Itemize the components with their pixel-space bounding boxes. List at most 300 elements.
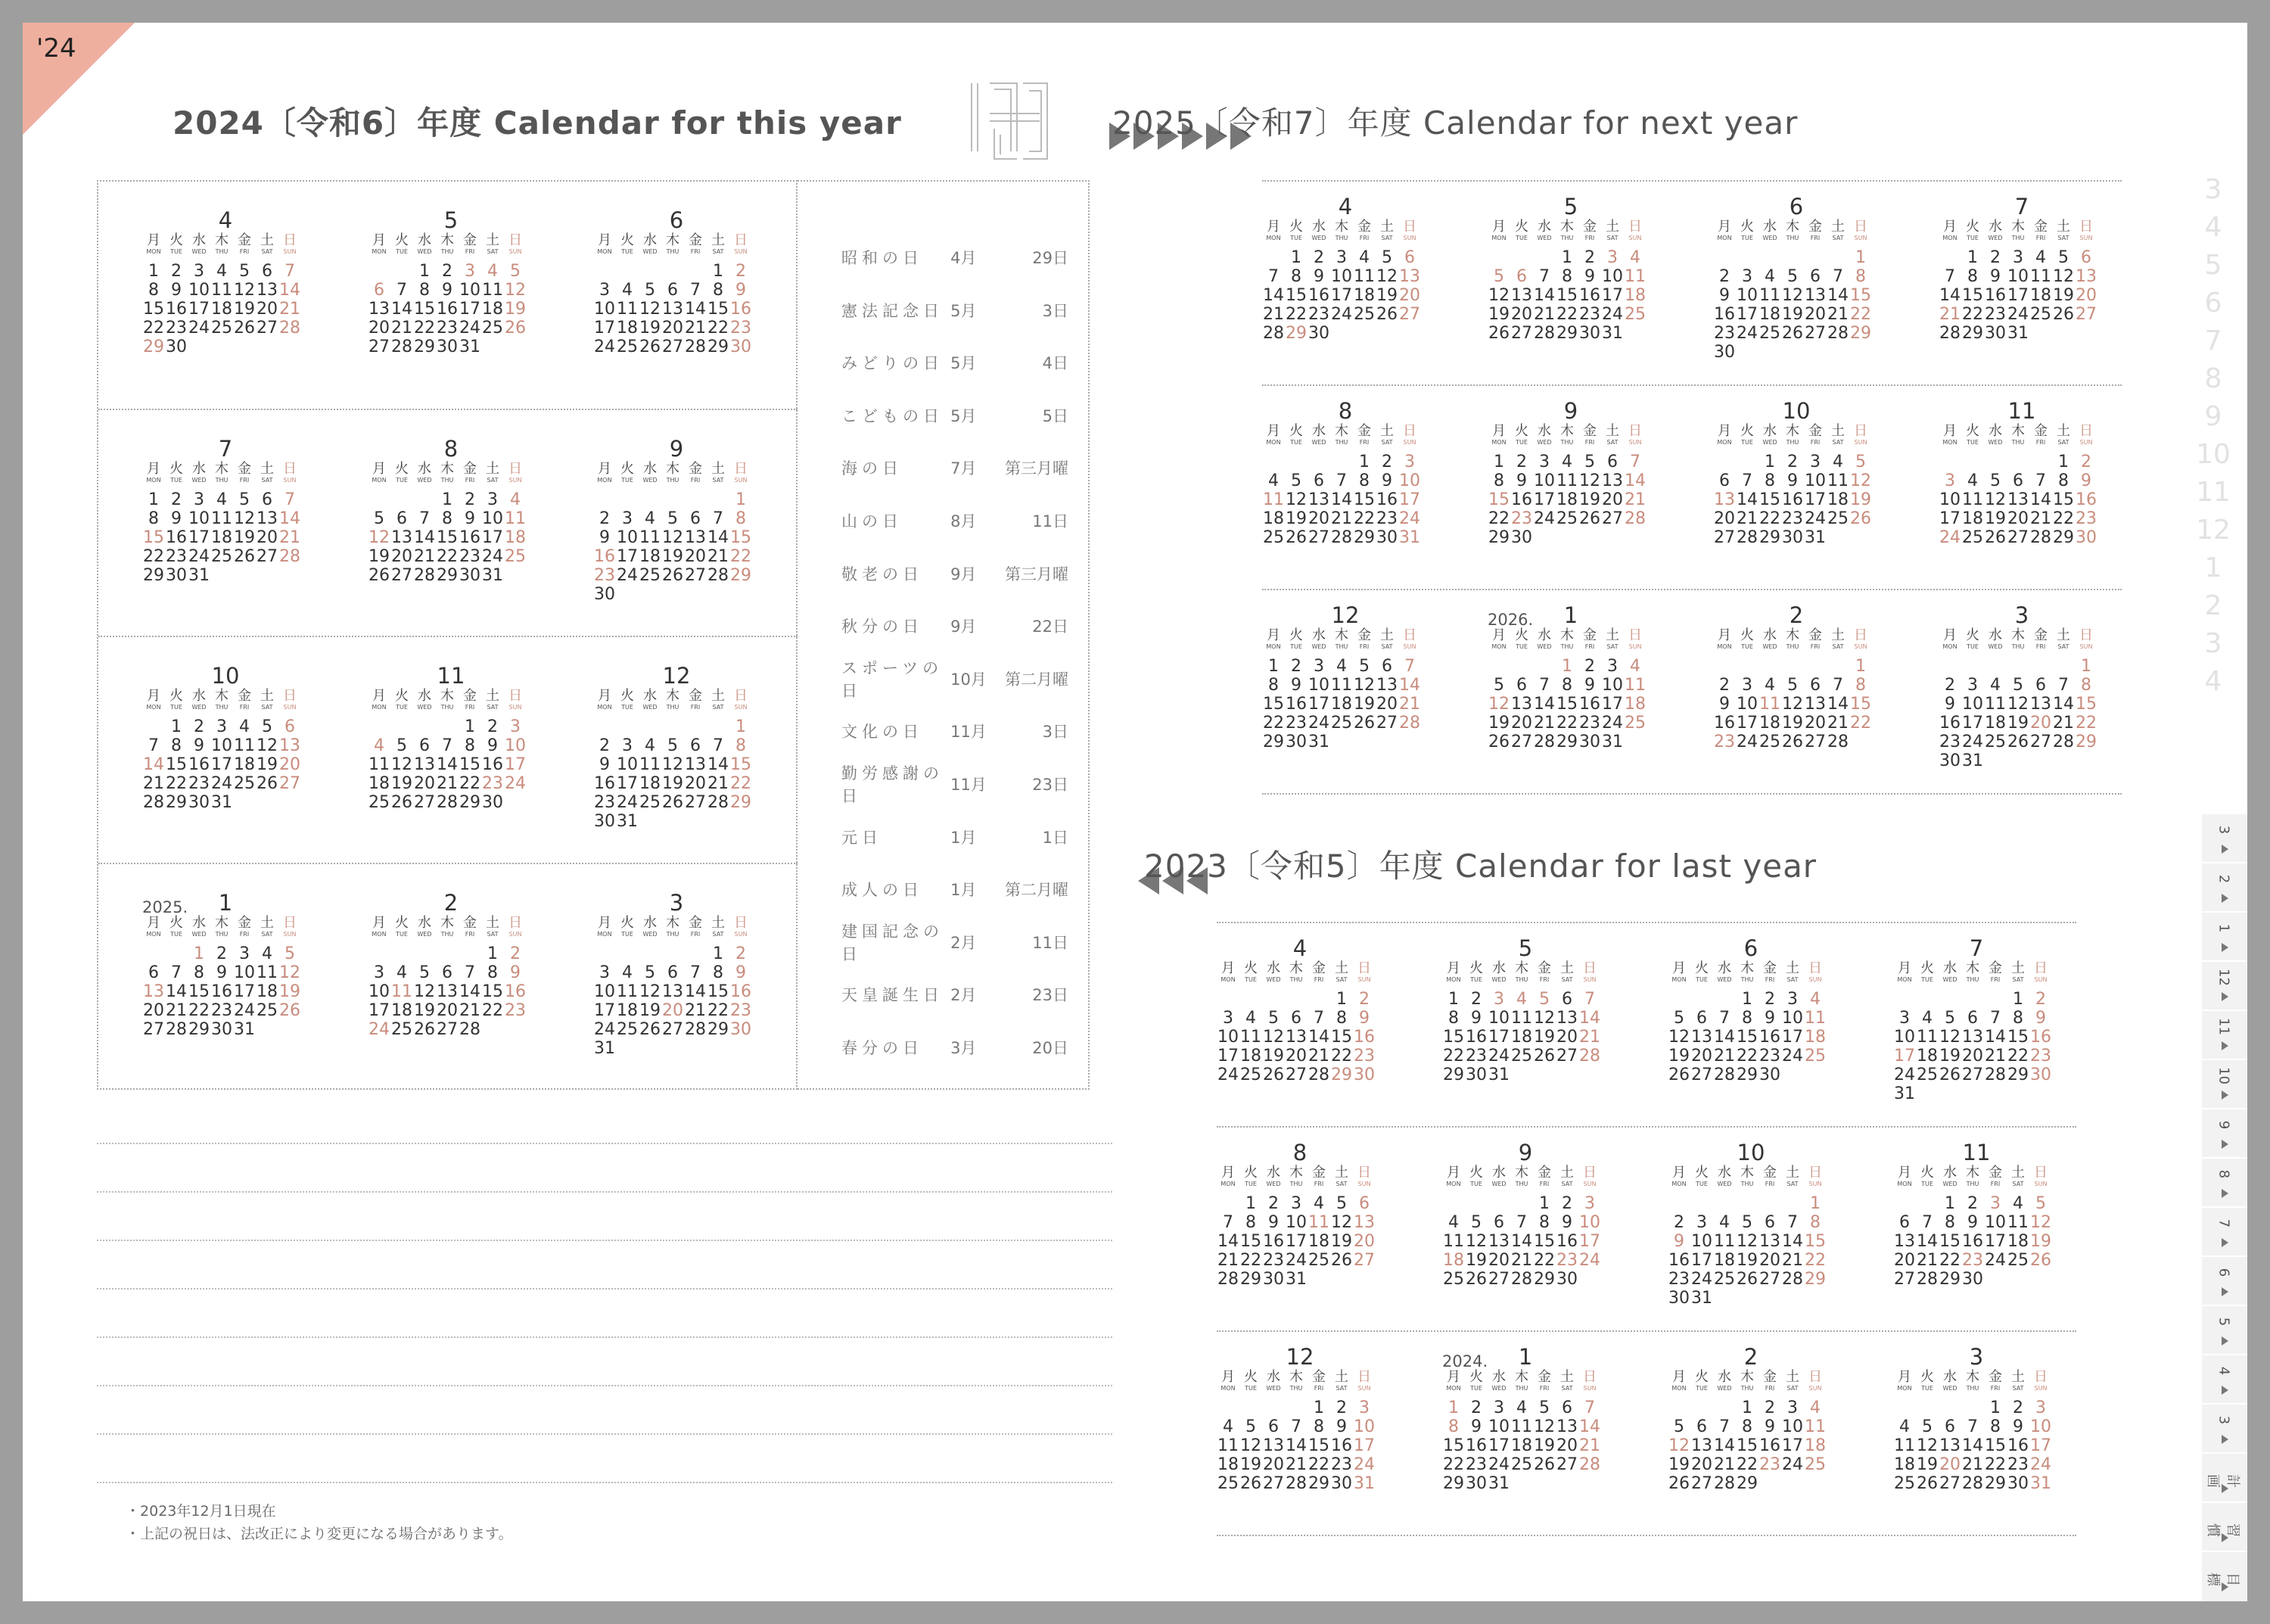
day-cell: 12 [1668, 1436, 1690, 1455]
day-cell: 3 [1945, 471, 1955, 490]
day-cell: 27 [685, 566, 706, 585]
day-cell: 18 [639, 547, 661, 566]
day-blank [1690, 990, 1713, 1009]
day-cell: 17 [1399, 490, 1420, 509]
weekday-sun: 日 SUN [1854, 423, 1867, 446]
weekday-header [1668, 1370, 1834, 1395]
weekday-sun: 日 SUN [508, 232, 522, 255]
side-tab[interactable] [2202, 1551, 2247, 1598]
day-cell: 19 [1668, 1455, 1690, 1474]
weekday-tue: 火 TUE [395, 461, 409, 484]
day-cell: 3 [1967, 676, 1978, 695]
day-cell: 5 [667, 736, 678, 755]
day-cell: 29 [1985, 1474, 2006, 1493]
weekday-sun: 日 SUN [734, 915, 748, 938]
day-cell: 7 [1945, 267, 1955, 286]
day-cell: 17 [1579, 1232, 1600, 1251]
weekday-fri: 金 FRI [1808, 423, 1822, 446]
day-cell: 9 [599, 528, 610, 547]
day-cell: 13 [2007, 490, 2029, 509]
holiday-month: 8月 [950, 512, 977, 530]
day-cell: 6 [667, 963, 678, 982]
weekday-sun: 日 SUN [1403, 423, 1416, 446]
weekday-wed: 水 WED [191, 232, 207, 255]
faded-month-2: 2 [2204, 590, 2222, 621]
month-number: 5 [443, 207, 459, 233]
side-tab[interactable] [2202, 1157, 2247, 1204]
chevron-right-icon [2222, 894, 2228, 903]
day-cell: 4 [1833, 453, 1843, 471]
day-cell: 16 [188, 755, 210, 774]
day-cell: 25 [639, 566, 661, 585]
day-cell: 8 [171, 736, 182, 755]
day-cell: 10 [505, 736, 526, 755]
day-cell: 11 [211, 281, 232, 300]
weekday-thu: 木 THU [1966, 1369, 1979, 1392]
day-cell: 8 [1765, 471, 1775, 490]
day-cell: 4 [1810, 990, 1821, 1009]
side-tab[interactable] [2202, 1255, 2247, 1302]
note-line [97, 1143, 1112, 1144]
day-cell: 13 [1308, 490, 1329, 509]
side-tab[interactable] [2202, 1206, 2247, 1253]
day-cell: 25 [2030, 305, 2051, 324]
day-cell: 20 [685, 547, 706, 566]
day-cell: 19 [1354, 695, 1375, 714]
day-cell: 5 [2035, 1194, 2046, 1213]
day-cell: 2 [1471, 990, 1482, 1009]
day-cell: 24 [234, 1001, 255, 1020]
day-cell: 14 [1714, 1436, 1735, 1455]
day-cell: 16 [594, 774, 615, 793]
day-cell: 8 [713, 281, 723, 300]
day-cell: 1 [487, 944, 498, 963]
holiday-row [841, 922, 1068, 963]
day-cell: 3 [1810, 453, 1821, 471]
day-blank [1690, 1398, 1713, 1417]
weekday-mon: 月 MON [1446, 960, 1461, 983]
day-grid [1668, 990, 1834, 1084]
day-cell: 27 [1962, 1066, 1983, 1084]
day-blank [142, 944, 165, 963]
day-cell: 22 [1354, 509, 1375, 528]
day-cell: 28 [1917, 1270, 1938, 1289]
weekday-fri: 金 FRI [1763, 1165, 1777, 1187]
day-cell: 11 [505, 509, 526, 528]
day-cell: 15 [437, 528, 458, 547]
day-cell: 4 [1765, 676, 1775, 695]
side-tab-label: 12 [2216, 969, 2232, 986]
holiday-day: 第二月曜 [1005, 881, 1068, 900]
day-cell: 24 [1308, 714, 1329, 733]
weekday-tue: 火 TUE [169, 688, 183, 711]
day-cell: 24 [505, 774, 526, 793]
day-cell: 11 [1217, 1436, 1239, 1455]
holiday-row [841, 716, 1068, 746]
weekday-thu: 木 THU [1335, 423, 1348, 446]
weekday-fri: 金 FRI [2034, 627, 2048, 650]
day-cell: 26 [1240, 1474, 1261, 1493]
day-cell: 7 [1922, 1213, 1933, 1232]
side-tab[interactable] [2202, 1354, 2247, 1401]
faded-month-9: 9 [2204, 401, 2222, 432]
day-cell: 15 [1443, 1436, 1464, 1455]
day-cell: 1 [1562, 657, 1572, 676]
day-cell: 23 [594, 566, 615, 585]
day-cell: 31 [617, 812, 638, 831]
day-cell: 22 [188, 1001, 210, 1020]
day-cell: 13 [662, 982, 683, 1001]
day-cell: 3 [2035, 1398, 2046, 1417]
month-number: 9 [1563, 398, 1578, 424]
day-cell: 11 [1985, 695, 2006, 714]
day-cell: 2 [2081, 453, 2091, 471]
side-tab[interactable] [2202, 1305, 2247, 1352]
weekday-wed: 水 WED [642, 461, 658, 484]
side-tab[interactable] [2202, 1501, 2247, 1548]
day-cell: 24 [1962, 733, 1983, 751]
day-cell: 20 [437, 1001, 458, 1020]
month-title [1668, 935, 1834, 961]
day-blank [390, 262, 413, 281]
weekday-sat: 土 SAT [1380, 219, 1394, 241]
day-cell: 22 [2053, 509, 2074, 528]
day-cell: 22 [1556, 714, 1578, 733]
day-cell: 20 [1556, 1028, 1578, 1047]
day-grid [1893, 990, 2060, 1103]
day-blank [593, 717, 616, 736]
day-cell: 27 [1286, 1066, 1307, 1084]
faded-month-4: 4 [2204, 666, 2222, 697]
day-cell: 11 [391, 982, 412, 1001]
weekday-sat: 土 SAT [260, 232, 274, 255]
day-cell: 18 [1354, 286, 1375, 305]
day-cell: 29 [707, 338, 729, 356]
day-cell: 29 [1850, 324, 1871, 343]
side-tab[interactable] [2202, 862, 2247, 909]
weekday-wed: 水 WED [1266, 1165, 1281, 1187]
day-cell: 17 [1737, 305, 1758, 324]
month-number: 3 [669, 890, 684, 916]
day-cell: 14 [707, 528, 729, 547]
weekday-sat: 土 SAT [711, 688, 725, 711]
side-tab-label: 11 [2216, 1018, 2232, 1035]
day-cell: 23 [1376, 509, 1398, 528]
day-cell: 30 [1714, 343, 1735, 362]
side-tab-label: 9 [2216, 1120, 2232, 1130]
day-cell: 27 [2007, 528, 2029, 547]
day-cell: 17 [459, 300, 480, 319]
side-tab[interactable] [2202, 1403, 2247, 1450]
day-cell: 8 [1314, 1417, 1324, 1436]
day-blank [1713, 453, 1736, 471]
weekday-sat: 土 SAT [260, 688, 274, 711]
side-tab[interactable] [2202, 1452, 2247, 1499]
weekday-wed: 水 WED [642, 232, 658, 255]
weekday-thu: 木 THU [215, 461, 229, 484]
holiday-day: 第三月曜 [1005, 459, 1068, 478]
day-cell: 5 [1268, 1009, 1279, 1028]
weekday-wed: 水 WED [1717, 960, 1732, 983]
day-cell: 3 [1584, 1194, 1595, 1213]
month-number: 1 [1563, 602, 1578, 628]
day-cell: 6 [1719, 471, 1730, 490]
month-title [368, 436, 534, 462]
day-cell: 31 [234, 1020, 255, 1039]
weekday-mon: 月 MON [1491, 423, 1507, 446]
day-cell: 21 [1782, 1251, 1803, 1270]
day-cell: 3 [239, 944, 250, 963]
day-cell: 25 [1354, 305, 1375, 324]
weekday-sat: 土 SAT [1560, 960, 1574, 983]
day-cell: 23 [1263, 1251, 1284, 1270]
day-cell: 17 [188, 300, 210, 319]
day-cell: 5 [2058, 248, 2069, 267]
day-cell: 3 [1539, 453, 1550, 471]
weekday-header [1893, 1165, 2060, 1191]
day-cell: 4 [1268, 471, 1279, 490]
day-cell: 18 [1985, 714, 2006, 733]
day-cell: 19 [2053, 286, 2074, 305]
weekday-thu: 木 THU [1289, 1165, 1303, 1187]
day-cell: 10 [1962, 695, 1983, 714]
day-cell: 20 [1376, 695, 1398, 714]
day-cell: 24 [1894, 1066, 1915, 1084]
day-cell: 31 [1691, 1289, 1712, 1308]
day-cell: 21 [1286, 1455, 1307, 1474]
day-blank [413, 944, 436, 963]
weekday-header [142, 689, 309, 714]
day-cell: 12 [1850, 471, 1871, 490]
day-cell: 30 [211, 1020, 232, 1039]
day-cell: 18 [1805, 1028, 1826, 1047]
day-cell: 3 [1787, 1398, 1798, 1417]
day-cell: 23 [2007, 1455, 2029, 1474]
holiday-day: 第三月曜 [1005, 565, 1068, 583]
day-grid [1668, 1194, 1834, 1308]
day-cell: 19 [639, 1001, 661, 1020]
day-cell: 25 [617, 338, 638, 356]
weekday-thu: 木 THU [1515, 1369, 1528, 1392]
day-grid [1488, 657, 1654, 751]
day-cell: 23 [1354, 1047, 1375, 1066]
day-blank [1488, 657, 1510, 676]
side-tab[interactable] [2202, 1010, 2247, 1056]
day-cell: 11 [1962, 490, 1983, 509]
day-cell: 23 [1286, 714, 1307, 733]
day-cell: 24 [1985, 1251, 2006, 1270]
month-title [1713, 398, 1880, 424]
day-cell: 26 [1782, 324, 1803, 343]
day-cell: 7 [465, 963, 475, 982]
side-tab[interactable] [2202, 1059, 2247, 1106]
day-grid [593, 490, 760, 604]
weekday-header [1488, 219, 1654, 245]
day-cell: 18 [505, 528, 526, 547]
day-cell: 5 [1787, 267, 1798, 286]
day-cell: 9 [1268, 1213, 1279, 1232]
day-cell: 27 [2030, 733, 2051, 751]
day-cell: 2 [735, 262, 746, 281]
day-cell: 18 [257, 982, 278, 1001]
weekday-wed: 水 WED [417, 915, 432, 938]
quarter-row [98, 182, 798, 409]
day-cell: 5 [1494, 676, 1504, 695]
side-tab[interactable] [2202, 911, 2247, 958]
weekday-thu: 木 THU [440, 461, 454, 484]
day-cell: 22 [707, 319, 729, 338]
day-cell: 16 [2007, 1436, 2029, 1455]
weekday-header [1217, 1370, 1383, 1395]
day-cell: 27 [1759, 1270, 1780, 1289]
day-cell: 19 [1668, 1047, 1690, 1066]
day-cell: 19 [505, 300, 526, 319]
holiday-row [841, 822, 1068, 852]
day-cell: 14 [1827, 695, 1849, 714]
weekday-fri: 金 FRI [1989, 1369, 2002, 1392]
day-blank [661, 717, 684, 736]
month-title [1893, 1344, 2060, 1370]
day-cell: 7 [2058, 676, 2069, 695]
holiday-day: 5日 [1042, 406, 1068, 425]
day-cell: 14 [2030, 490, 2051, 509]
day-cell: 23 [1714, 733, 1735, 751]
day-cell: 26 [1737, 1270, 1758, 1289]
day-cell: 12 [1263, 1028, 1284, 1047]
day-grid [1442, 1398, 1609, 1493]
day-cell: 30 [166, 566, 187, 585]
weekday-tue: 火 TUE [1469, 1369, 1483, 1392]
weekday-thu: 木 THU [1289, 1369, 1303, 1392]
day-cell: 31 [459, 338, 480, 356]
day-cell: 11 [1894, 1436, 1915, 1455]
note-line [97, 1288, 1112, 1290]
weekday-header [1262, 628, 1429, 654]
day-blank [1758, 657, 1781, 676]
day-cell: 4 [262, 944, 272, 963]
day-cell: 22 [1939, 1251, 1961, 1270]
weekday-wed: 水 WED [1491, 1369, 1507, 1392]
day-cell: 5 [645, 281, 655, 300]
day-cell: 11 [1354, 267, 1375, 286]
day-cell: 9 [1674, 1232, 1684, 1251]
day-cell: 28 [1511, 1270, 1532, 1289]
day-cell: 6 [1359, 1194, 1370, 1213]
day-cell: 4 [1448, 1213, 1459, 1232]
day-cell: 16 [2076, 490, 2097, 509]
weekday-sun: 日 SUN [1808, 1369, 1822, 1392]
weekday-fri: 金 FRI [1583, 423, 1597, 446]
day-cell: 28 [1714, 1474, 1735, 1493]
day-cell: 25 [391, 1020, 412, 1039]
day-cell: 6 [2035, 676, 2046, 695]
faded-month-3: 3 [2204, 174, 2222, 205]
day-cell: 26 [1376, 305, 1398, 324]
day-cell: 5 [1539, 990, 1550, 1009]
weekday-tue: 火 TUE [1966, 219, 1979, 241]
day-blank [165, 944, 188, 963]
side-tab[interactable] [2202, 1108, 2247, 1155]
weekday-header [1893, 961, 2060, 987]
day-cell: 8 [1448, 1417, 1459, 1436]
day-cell: 27 [437, 1020, 458, 1039]
day-cell: 25 [1827, 509, 1849, 528]
day-cell: 2 [599, 736, 610, 755]
day-cell: 26 [1286, 528, 1307, 547]
day-cell: 8 [1742, 1009, 1752, 1028]
month-title [368, 663, 534, 689]
day-cell: 25 [211, 547, 232, 566]
day-cell: 15 [1985, 1436, 2006, 1455]
weekday-fri: 金 FRI [1538, 960, 1551, 983]
day-cell: 9 [1359, 1009, 1370, 1028]
day-cell: 10 [1579, 1213, 1600, 1232]
day-blank [1217, 990, 1239, 1009]
day-cell: 4 [239, 717, 250, 736]
weekday-tue: 火 TUE [395, 232, 409, 255]
day-cell: 16 [1939, 714, 1961, 733]
day-cell: 28 [685, 1020, 706, 1039]
day-cell: 15 [1354, 490, 1375, 509]
month-block [1488, 398, 1654, 547]
note-line [97, 1385, 1112, 1386]
day-blank [1488, 248, 1510, 267]
weekday-tue: 火 TUE [1469, 960, 1483, 983]
day-cell: 30 [1668, 1289, 1690, 1308]
faded-month-10: 10 [2196, 439, 2231, 470]
day-grid [1939, 453, 2105, 547]
holiday-day: 4日 [1042, 354, 1068, 373]
month-block [1939, 602, 2105, 770]
day-cell: 26 [257, 774, 278, 793]
weekday-wed: 水 WED [1311, 219, 1326, 241]
day-cell: 9 [1584, 676, 1595, 695]
month-block [1893, 935, 2060, 1103]
day-cell: 15 [1759, 490, 1780, 509]
day-blank [1893, 1398, 1916, 1417]
day-cell: 13 [1399, 267, 1420, 286]
day-cell: 4 [1630, 657, 1640, 676]
day-blank [1961, 657, 1984, 676]
weekday-fri: 金 FRI [1357, 219, 1371, 241]
weekday-sat: 土 SAT [1335, 1165, 1348, 1187]
month-number: 1 [1518, 1344, 1533, 1370]
day-cell: 20 [1511, 305, 1532, 324]
day-cell: 6 [1765, 1213, 1775, 1232]
day-cell: 11 [617, 300, 638, 319]
day-cell: 29 [707, 1020, 729, 1039]
day-cell: 20 [1894, 1251, 1915, 1270]
day-blank [661, 944, 684, 963]
day-cell: 18 [391, 1001, 412, 1020]
day-cell: 13 [1511, 286, 1532, 305]
day-cell: 26 [1263, 1066, 1284, 1084]
holiday-row [841, 874, 1068, 904]
side-tab[interactable] [2202, 813, 2247, 860]
weekday-thu: 木 THU [1740, 960, 1754, 983]
weekday-fri: 金 FRI [1538, 1165, 1551, 1187]
day-cell: 8 [1742, 1417, 1752, 1436]
weekday-sat: 土 SAT [2011, 1369, 2025, 1392]
day-cell: 5 [239, 490, 250, 509]
day-cell: 10 [368, 982, 390, 1001]
weekday-fri: 金 FRI [1357, 627, 1371, 650]
day-cell: 29 [1805, 1270, 1826, 1289]
day-cell: 16 [1286, 695, 1307, 714]
weekday-fri: 金 FRI [1583, 219, 1597, 241]
side-tab[interactable] [2202, 960, 2247, 1007]
day-cell: 7 [1990, 1009, 2001, 1028]
